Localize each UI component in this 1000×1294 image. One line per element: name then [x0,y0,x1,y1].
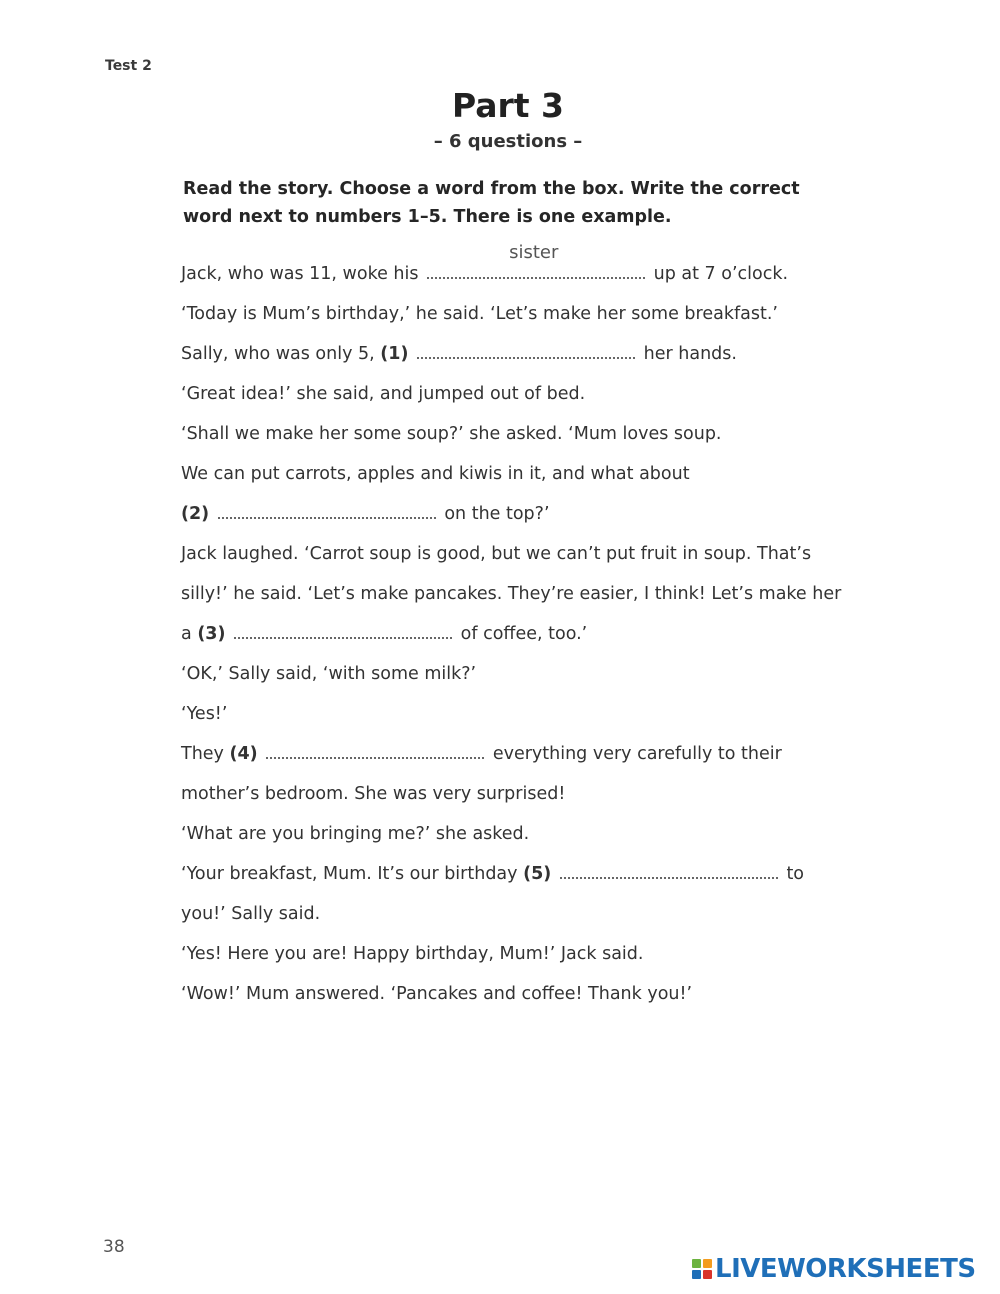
story-text: silly!’ he said. ‘Let’s make pancakes. They’re easier, I think! Let’s make her [181,584,842,604]
story-text: ‘Today is Mum’s birthday,’ he said. ‘Let’s make her some breakfast.’ [181,304,778,324]
story-line [181,894,841,934]
story-text: a [181,624,192,644]
question-number-3: (3) [197,624,226,644]
story-text: ‘Yes!’ [181,704,228,724]
story-text: Sally, who was only 5, [181,344,375,364]
story-text: ‘What are you bringing me?’ she asked. [181,824,530,844]
story-text: ‘Your breakfast, Mum. It’s our birthday [181,864,518,884]
question-number-4: (4) [229,744,258,764]
story-text: ‘Shall we make her some soup?’ she asked. ‘Mum loves soup. [181,424,722,444]
instructions: Read the story. Choose a word from the box. Write the correct word next to numbers 1–5. There is one example. [183,179,800,227]
answer-field-1[interactable] [417,343,635,359]
story-text: mother’s bedroom. She was very surprised! [181,784,566,804]
story-text: They [181,744,224,764]
question-number-2: (2) [181,504,210,524]
logo-icon [692,1259,712,1279]
story-line [181,614,841,654]
story-text: ‘OK,’ Sally said, ‘with some milk?’ [181,664,477,684]
story-line [181,534,841,574]
story-text: We can put carrots, apples and kiwis in it, and what about [181,464,690,484]
example-answer: sister [509,242,559,263]
answer-field-4[interactable] [266,743,484,759]
story-text: you!’ Sally said. [181,904,321,924]
story-text: her hands. [643,344,737,364]
story-line [181,334,841,374]
test-label: Test 2 [105,58,152,74]
story-line [181,494,841,534]
answer-field-5[interactable] [560,863,778,879]
story-text: everything very carefully to their [492,744,782,764]
story-line [181,854,841,894]
story-line [181,454,841,494]
story-text: ‘Great idea!’ she said, and jumped out of bed. [181,384,586,404]
story-line [181,974,841,1014]
story-line [181,242,841,294]
story-text: to [786,864,805,884]
story-line [181,934,841,974]
story-line [181,694,841,734]
part-title: Part 3 [451,86,565,125]
story-text: Jack laughed. ‘Carrot soup is good, but we can’t put fruit in soup. That’s [181,544,812,564]
story-line [181,414,841,454]
example-answer-field [427,242,645,279]
page-number: 38 [103,1237,125,1257]
story-text: of coffee, too.’ [460,624,588,644]
part-subtitle: – 6 questions – [433,131,583,152]
story-text: ‘Wow!’ Mum answered. ‘Pancakes and coffee! Thank you!’ [181,984,693,1004]
story-line [181,654,841,694]
question-number-5: (5) [523,864,552,884]
story-text: on the top?’ [444,504,550,524]
story-line [181,774,841,814]
answer-field-2[interactable] [218,503,436,519]
story-line [181,734,841,774]
story [181,242,842,1014]
story-line [181,814,841,854]
story-text: up at 7 o’clock. [653,264,789,284]
logo-text: LIVEWORKSHEETS [715,1254,976,1284]
answer-field-3[interactable] [234,623,452,639]
story-line [181,374,841,414]
story-line [181,574,841,614]
story-line [181,294,841,334]
story-text: ‘Yes! Here you are! Happy birthday, Mum!’ Jack said. [181,944,644,964]
liveworksheets-logo[interactable] [692,1254,976,1284]
story-text: Jack, who was 11, woke his [181,264,419,284]
question-number-1: (1) [380,344,409,364]
